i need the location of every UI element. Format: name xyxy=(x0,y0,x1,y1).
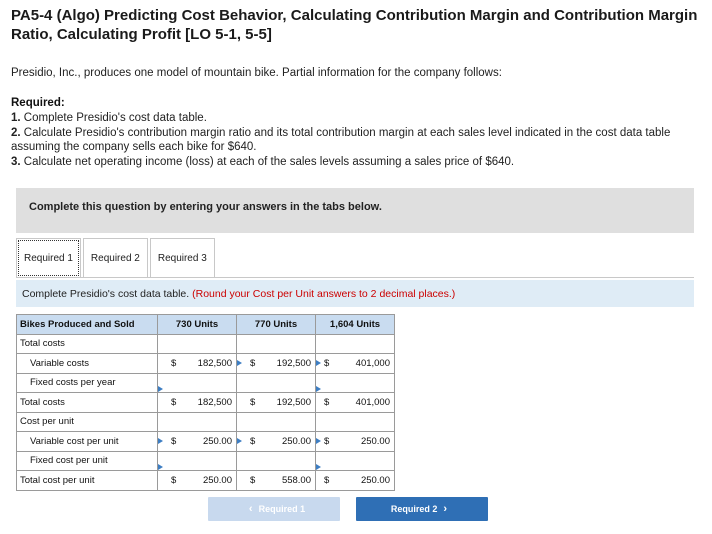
problem-intro: Presidio, Inc., produces one model of mountain bike. Partial information for the company follows: xyxy=(11,67,502,79)
row-label: Total costs xyxy=(17,393,158,413)
requirement-3: 3. Calculate net operating income (loss) at each of the sales levels assuming a sales price of $640. xyxy=(11,155,515,168)
header-1604-units: 1,604 Units xyxy=(316,315,395,335)
row-label: Total costs xyxy=(17,334,158,354)
input-cell[interactable]: $ 250.00 xyxy=(316,432,395,452)
input-cell[interactable] xyxy=(158,451,237,471)
value-cell: $ 192,500 xyxy=(237,393,316,413)
value-cell: $ 558.00 xyxy=(237,471,316,491)
input-cell[interactable]: $ 182,500 xyxy=(158,354,237,374)
input-cell[interactable] xyxy=(316,373,395,393)
requirement-1: 1. Complete Presidio's cost data table. xyxy=(11,112,207,124)
cell-marker-icon xyxy=(158,386,163,392)
next-button[interactable] xyxy=(356,497,488,521)
tab-required-1[interactable]: Required 1 xyxy=(16,238,81,278)
input-cell[interactable]: $ 250.00 xyxy=(237,432,316,452)
table-row xyxy=(17,334,395,354)
table-row xyxy=(17,354,395,374)
chevron-left-icon: ‹ xyxy=(248,503,253,515)
cell-marker-icon xyxy=(316,438,321,444)
header-label: Bikes Produced and Sold xyxy=(17,315,158,335)
row-label: Fixed costs per year xyxy=(17,373,158,393)
row-label: Fixed cost per unit xyxy=(17,451,158,471)
instruction-box xyxy=(16,188,694,233)
input-cell[interactable] xyxy=(237,373,316,393)
requirement-2: 2. Calculate Presidio's contribution margin ratio and its total contribution margin at each sales level indicated in the cost data table assuming the company sells each bike for $640. xyxy=(11,126,671,153)
input-cell[interactable]: $ 250.00 xyxy=(158,432,237,452)
prev-button[interactable] xyxy=(208,497,340,521)
row-label: Cost per unit xyxy=(17,412,158,432)
input-cell[interactable] xyxy=(158,373,237,393)
input-cell[interactable] xyxy=(316,451,395,471)
value-cell: $ 250.00 xyxy=(316,471,395,491)
required-heading: Required: xyxy=(11,97,65,109)
input-cell[interactable]: $ 192,500 xyxy=(237,354,316,374)
row-label: Variable costs xyxy=(17,354,158,374)
cost-data-table xyxy=(16,314,395,491)
cell-marker-icon xyxy=(316,360,321,366)
header-770-units: 770 Units xyxy=(237,315,316,335)
panel-instruction-text: Complete Presidio's cost data table. xyxy=(22,288,190,300)
cell-marker-icon xyxy=(237,360,242,366)
cell-marker-icon xyxy=(316,464,321,470)
problem-title: PA5-4 (Algo) Predicting Cost Behavior, Calculating Contribution Margin and Contribution Margin Ratio, Calculating Profit [LO 5-1, 5-5] xyxy=(11,7,698,43)
input-cell[interactable] xyxy=(237,451,316,471)
cell-marker-icon xyxy=(158,438,163,444)
table-header-row xyxy=(17,315,395,335)
input-cell[interactable]: $ 401,000 xyxy=(316,354,395,374)
table-row xyxy=(17,373,395,393)
panel-instruction xyxy=(16,280,694,307)
table-row xyxy=(17,412,395,432)
row-label: Variable cost per unit xyxy=(17,432,158,452)
table-row xyxy=(17,432,395,452)
chevron-right-icon: › xyxy=(443,503,448,515)
requirements-list xyxy=(11,111,711,169)
table-row xyxy=(17,393,395,413)
value-cell: $ 250.00 xyxy=(158,471,237,491)
row-label: Total cost per unit xyxy=(17,471,158,491)
tab-required-3[interactable]: Required 3 xyxy=(150,238,215,278)
next-button-label: Required 2 xyxy=(390,504,438,514)
value-cell: $ 401,000 xyxy=(316,393,395,413)
cell-marker-icon xyxy=(158,464,163,470)
table-row xyxy=(17,451,395,471)
cell-marker-icon xyxy=(237,438,242,444)
table-row xyxy=(17,471,395,491)
tab-bar xyxy=(16,238,217,278)
instruction-text: Complete this question by entering your answers in the tabs below. xyxy=(29,201,382,213)
prev-button-label: Required 1 xyxy=(258,504,306,514)
rounding-note: (Round your Cost per Unit answers to 2 decimal places.) xyxy=(192,288,456,300)
tab-required-2[interactable]: Required 2 xyxy=(83,238,148,278)
tab-divider xyxy=(16,277,694,278)
cell-marker-icon xyxy=(316,386,321,392)
header-730-units: 730 Units xyxy=(158,315,237,335)
value-cell: $ 182,500 xyxy=(158,393,237,413)
